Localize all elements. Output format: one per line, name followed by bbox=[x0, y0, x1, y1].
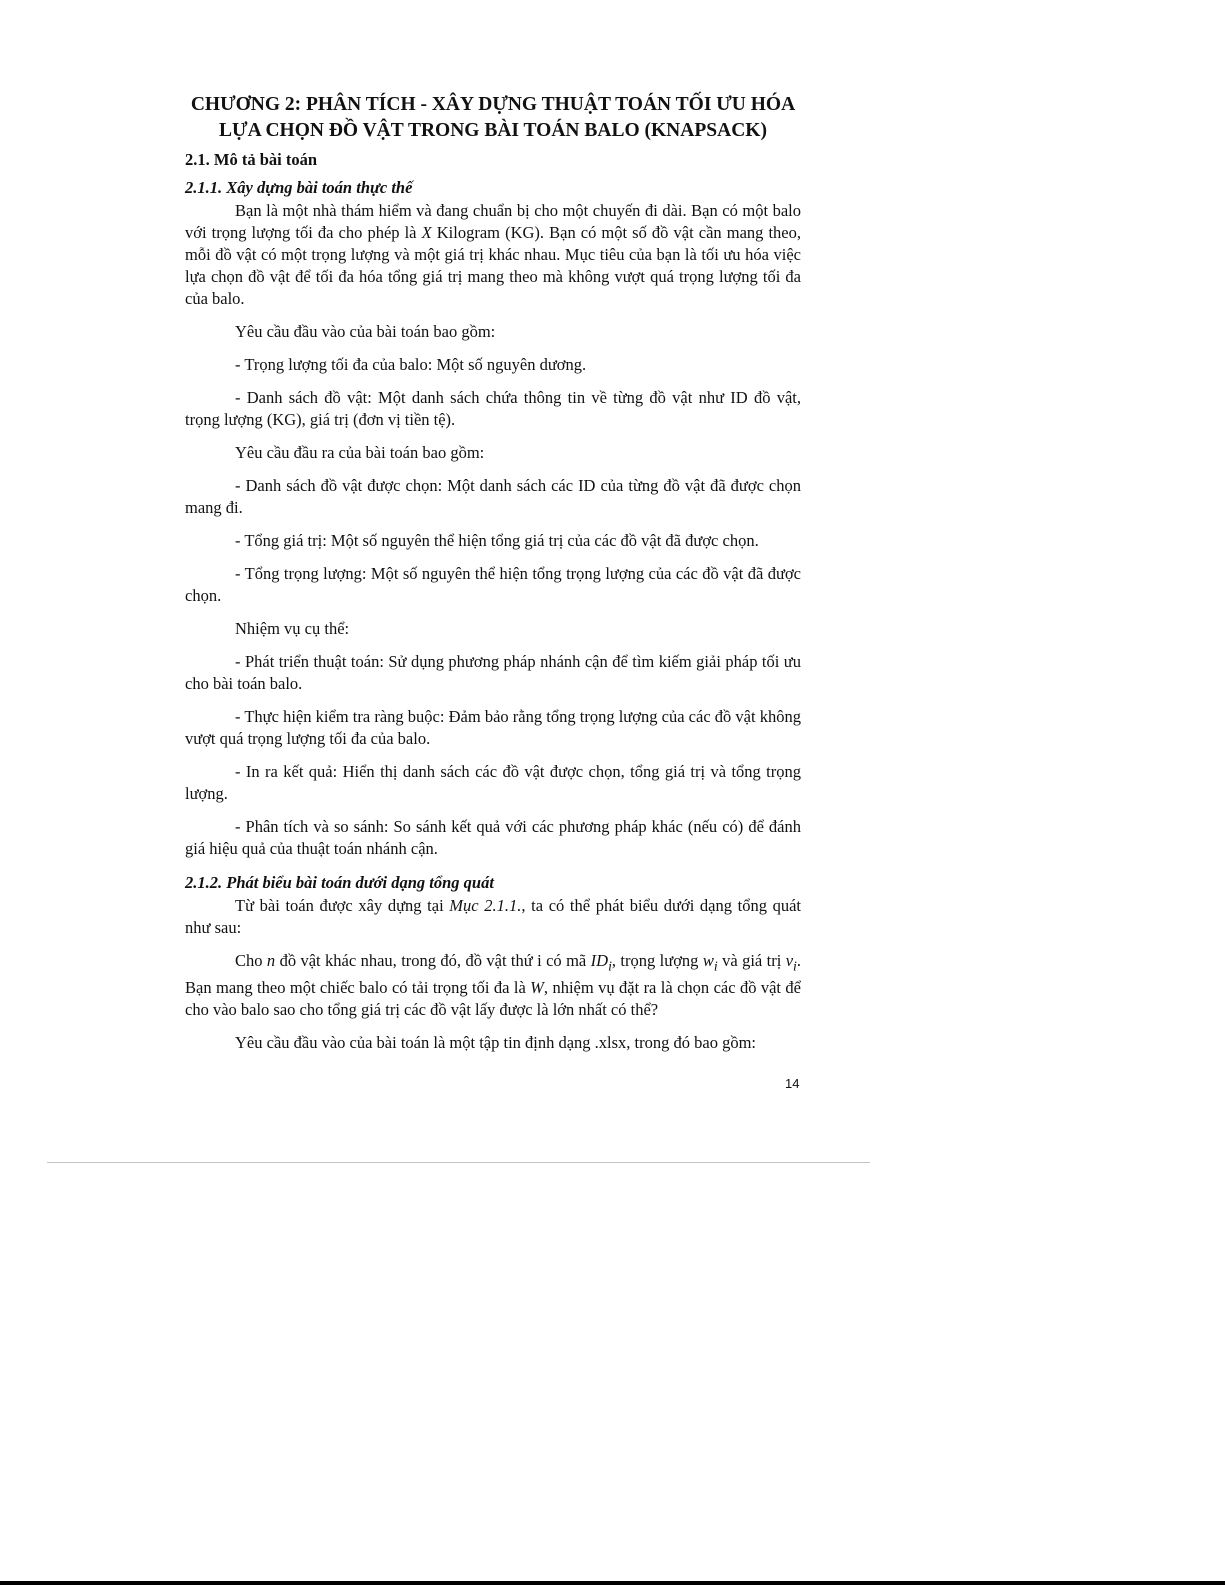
input-item: - Danh sách đồ vật: Một danh sách chứa thông tin về từng đồ vật như ID đồ vật, trọng lượng (KG), giá trị (đơn vị tiền tệ). bbox=[185, 388, 801, 429]
p2-text: , trọng lượng bbox=[611, 951, 703, 970]
section-reference: Mục 2.1.1. bbox=[449, 896, 522, 915]
chapter-title-line-1: CHƯƠNG 2: PHÂN TÍCH - XÂY DỰNG THUẬT TOÁN TỐI ƯU HÓA bbox=[190, 94, 796, 115]
p1-text-1: Từ bài toán được xây dựng tại bbox=[235, 896, 450, 915]
output-item: - Tổng giá trị: Một số nguyên thể hiện tổng giá trị của các đồ vật đã được chọn. bbox=[235, 531, 759, 550]
intro-variable-x: X bbox=[421, 223, 432, 242]
task-item: - In ra kết quả: Hiển thị danh sách các đồ vật được chọn, tổng giá trị và tổng trọng lượng. bbox=[185, 762, 801, 803]
section-heading-2-1-1: 2.1.1. Xây dựng bài toán thực thế bbox=[185, 178, 413, 197]
p2-text: Cho bbox=[235, 951, 267, 970]
general-statement-paragraph-2 bbox=[185, 950, 801, 1021]
variable-id: ID bbox=[590, 951, 609, 970]
variable-id-subscript: i bbox=[608, 958, 612, 974]
tasks-heading: Nhiệm vụ cụ thể: bbox=[235, 619, 350, 638]
variable-v: v bbox=[785, 951, 794, 970]
output-item: - Tổng trọng lượng: Một số nguyên thể hiện tổng trọng lượng của các đồ vật đã được chọn. bbox=[185, 564, 801, 605]
general-statement-paragraph-3: Yêu cầu đầu vào của bài toán là một tập tin định dạng .xlsx, trong đó bao gồm: bbox=[235, 1033, 757, 1053]
chapter-title bbox=[185, 92, 801, 144]
output-heading: Yêu cầu đầu ra của bài toán bao gồm: bbox=[235, 443, 485, 462]
p2-text: , nhiệm vụ đặt ra là chọn các đồ vật để cho vào balo sao cho tổng giá trị các đồ vật lấy được là lớn nhất có thể? bbox=[185, 978, 801, 1020]
page-divider bbox=[47, 1162, 870, 1163]
variable-w-subscript: i bbox=[713, 958, 718, 974]
bottom-border bbox=[0, 1581, 1225, 1585]
output-item: - Danh sách đồ vật được chọn: Một danh sách các ID của từng đồ vật đã được chọn mang đi. bbox=[185, 476, 801, 517]
task-item: - Thực hiện kiểm tra ràng buộc: Đảm bảo rằng tổng trọng lượng của các đồ vật không vượt quá trọng lượng tối đa của balo. bbox=[185, 707, 801, 748]
variable-w: w bbox=[702, 951, 714, 970]
general-statement-paragraph-1 bbox=[185, 895, 801, 939]
task-item: - Phân tích và so sánh: So sánh kết quả với các phương pháp khác (nếu có) để đánh giá hiệu quả của thuật toán nhánh cận. bbox=[185, 817, 801, 858]
p1-text-2: , ta có thể phát biểu dưới dạng tổng quát như sau: bbox=[185, 896, 802, 937]
document-page bbox=[185, 92, 801, 1054]
section-heading-2-1-2: 2.1.2. Phát biểu bài toán dưới dạng tổng quát bbox=[185, 873, 494, 892]
variable-capacity-w: W bbox=[530, 978, 544, 998]
section-heading-2-1: 2.1. Mô tả bài toán bbox=[185, 150, 317, 169]
intro-paragraph bbox=[185, 200, 801, 310]
p2-text: và giá trị bbox=[717, 951, 786, 970]
chapter-title-line-2: LỰA CHỌN ĐỒ VẬT TRONG BÀI TOÁN BALO (KNAPSACK) bbox=[219, 120, 767, 141]
variable-n: n bbox=[266, 951, 276, 970]
task-item: - Phát triển thuật toán: Sử dụng phương pháp nhánh cận để tìm kiếm giải pháp tối ưu cho bài toán balo. bbox=[185, 652, 801, 693]
intro-text-1: Bạn là một nhà thám hiểm và đang chuẩn bị cho một chuyến đi dài. Bạn có một balo với trọng lượng tối đa cho phép là bbox=[185, 201, 801, 242]
input-heading: Yêu cầu đầu vào của bài toán bao gồm: bbox=[235, 322, 496, 341]
input-item: - Trọng lượng tối đa của balo: Một số nguyên dương. bbox=[235, 355, 587, 374]
page-number: 14 bbox=[785, 1076, 800, 1091]
p2-text: . Bạn mang theo một chiếc balo có tải trọng tối đa là bbox=[185, 951, 801, 998]
intro-text-2: Kilogram (KG). Bạn có một số đồ vật cần mang theo, mỗi đồ vật có một trọng lượng và một giá trị khác nhau. Mục tiêu của bạn là tối ưu hóa việc lựa chọn đồ vật để tối đa hóa tổng giá trị mang theo mà không vượt quá trọng lượng tối đa của balo. bbox=[185, 223, 802, 308]
variable-v-subscript: i bbox=[793, 958, 797, 974]
p2-text: đồ vật khác nhau, trong đó, đồ vật thứ i có mã bbox=[275, 951, 591, 970]
